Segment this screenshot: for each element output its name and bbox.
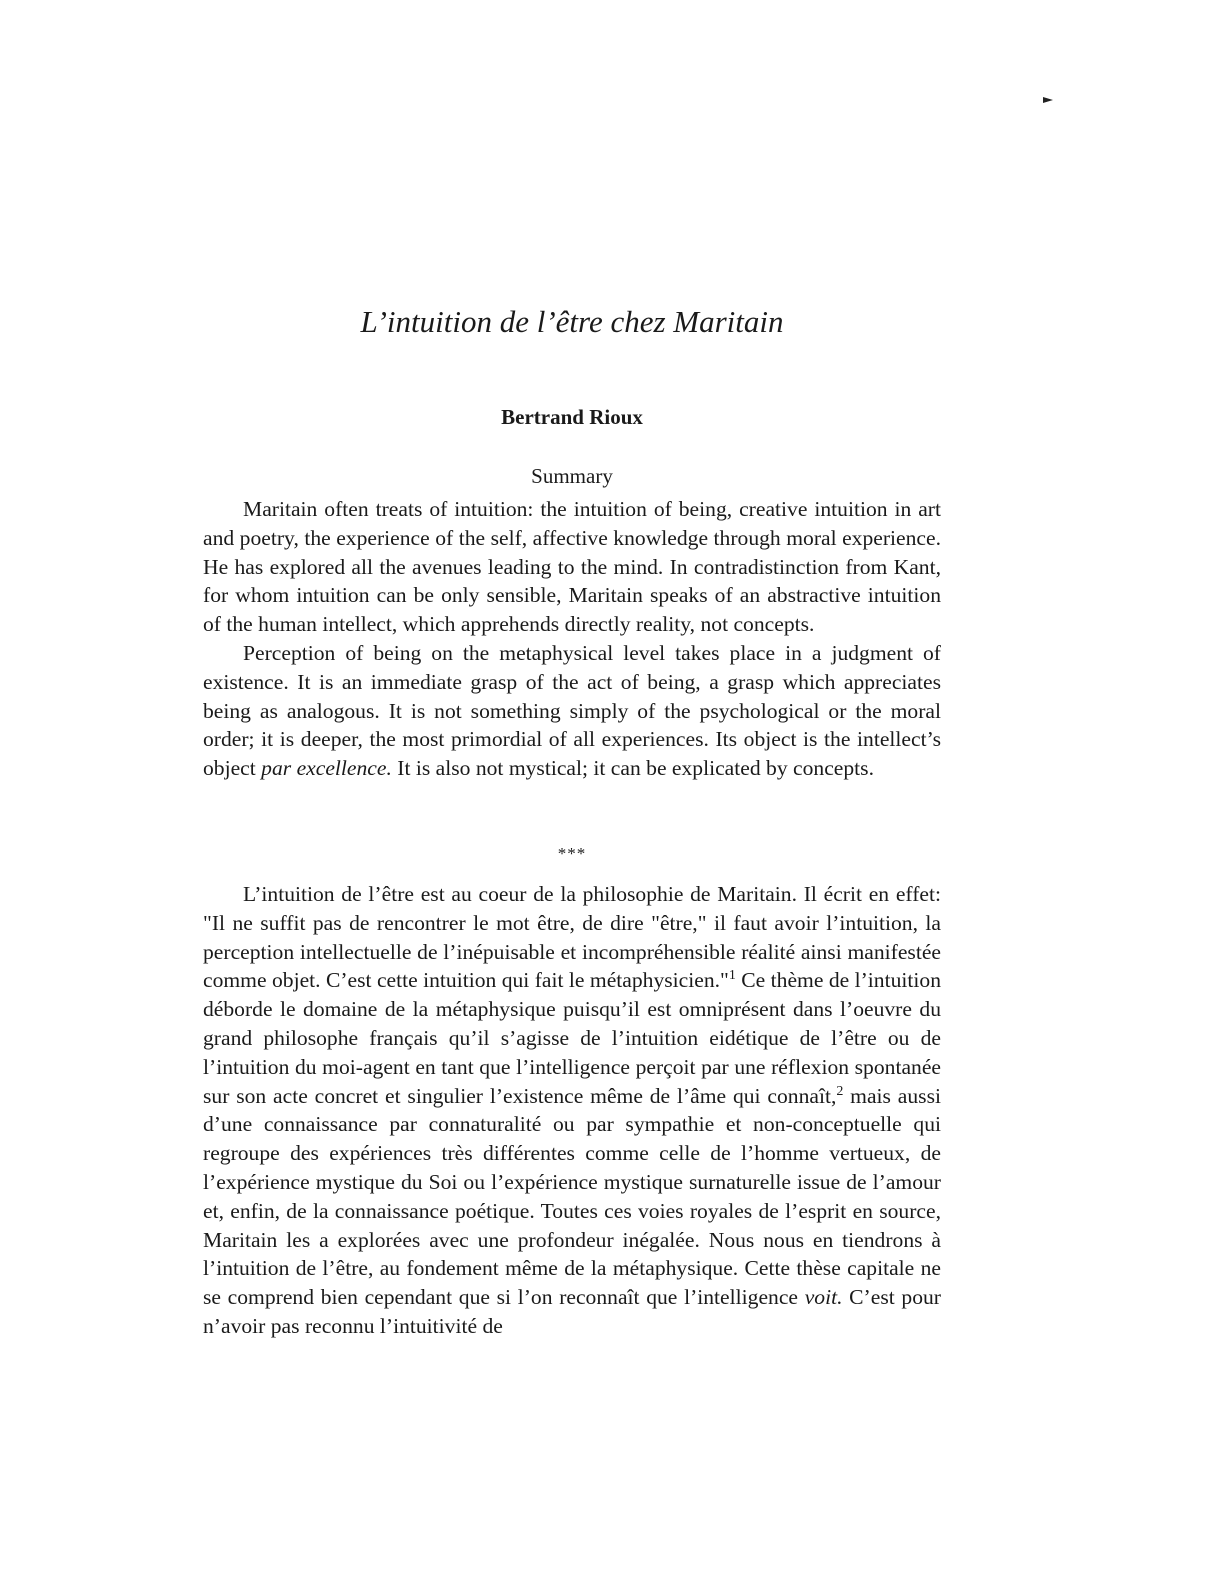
body-text-c: mais aussi d’une connaissance par connaturalité ou par sympathie et non-conceptuelle qui regroupe des expériences très différentes comme celle de l’homme vertueux, de l’expérience mystique du Soi ou l’expérience mystique surnaturelle issue de l’amour et, enfin, de la connaissance poétique. Toutes ces voies royales de l’esprit en source, Maritain les a explorées avec une profondeur inégalée. Nous nous en tiendrons à l’intuition de l’être, au fondement même de la métaphysique. Cette thèse capitale ne se comprend bien cependant que si l’on reconnaît que l’intelligence [203, 1083, 941, 1310]
scan-mark [1043, 97, 1053, 103]
footnote-ref-1[interactable]: 1 [728, 968, 736, 984]
section-separator: *** [557, 844, 587, 863]
author-name: Bertrand Rioux [501, 405, 643, 429]
summary-text [203, 495, 941, 783]
article-title: L’intuition de l’être chez Maritain [360, 304, 784, 339]
body-text-d: C’est pour n’avoir pas reconnu l’intuitivité de [203, 1285, 942, 1338]
body-paragraph-1 [203, 880, 941, 1341]
summary-p2-text-b: It is also not mystical; it can be explicated by concepts. [391, 756, 874, 781]
summary-heading: Summary [531, 464, 613, 488]
summary-paragraph-2 [203, 639, 941, 783]
summary-paragraph-1: Maritain often treats of intuition: the intuition of being, creative intuition in art and poetry, the experience of the self, affective knowledge through moral experience. He has explored all the avenues leading to the mind. In contradistinction from Kant, for whom intuition can be only sensible, Maritain speaks of an abstractive intuition of the human intellect, which apprehends directly reality, not concepts. [203, 497, 941, 637]
body-text [203, 880, 941, 1341]
body-emphasis: voit. [804, 1285, 843, 1310]
body-text-b: Ce thème de l’intuition déborde le domaine de la métaphysique puisqu’il est omniprésent dans l’oeuvre du grand philosophe français qu’il s’agisse de l’intuition eidétique de l’être ou de l’intuition du moi-agent en tant que l’intelligence perçoit par une réflexion spontanée sur son acte concret et singulier l’existence même de l’âme qui connaît, [203, 968, 941, 1108]
summary-p2-emphasis: par excellence. [261, 756, 392, 781]
summary-p2-text-a: Perception of being on the metaphysical level takes place in a judgment of existence. It is an immediate grasp of the act of being, a grasp which appreciates being as analogous. It is not something simply of the psychological or the moral order; it is deeper, the most primordial of all experiences. Its object is the intellect’s object [203, 640, 941, 781]
body-text-a: L’intuition de l’être est au coeur de la philosophie de Maritain. Il écrit en effet: "Il ne suffit pas de rencontrer le mot être, de dire "être," il faut avoir l’intuition, la perception intellectuelle de l’inépuisable et incompréhensible réalité ainsi manifestée comme objet. C’est cette intuition qui fait le métaphysicien." [203, 882, 941, 993]
footnote-ref-2[interactable]: 2 [836, 1083, 844, 1099]
